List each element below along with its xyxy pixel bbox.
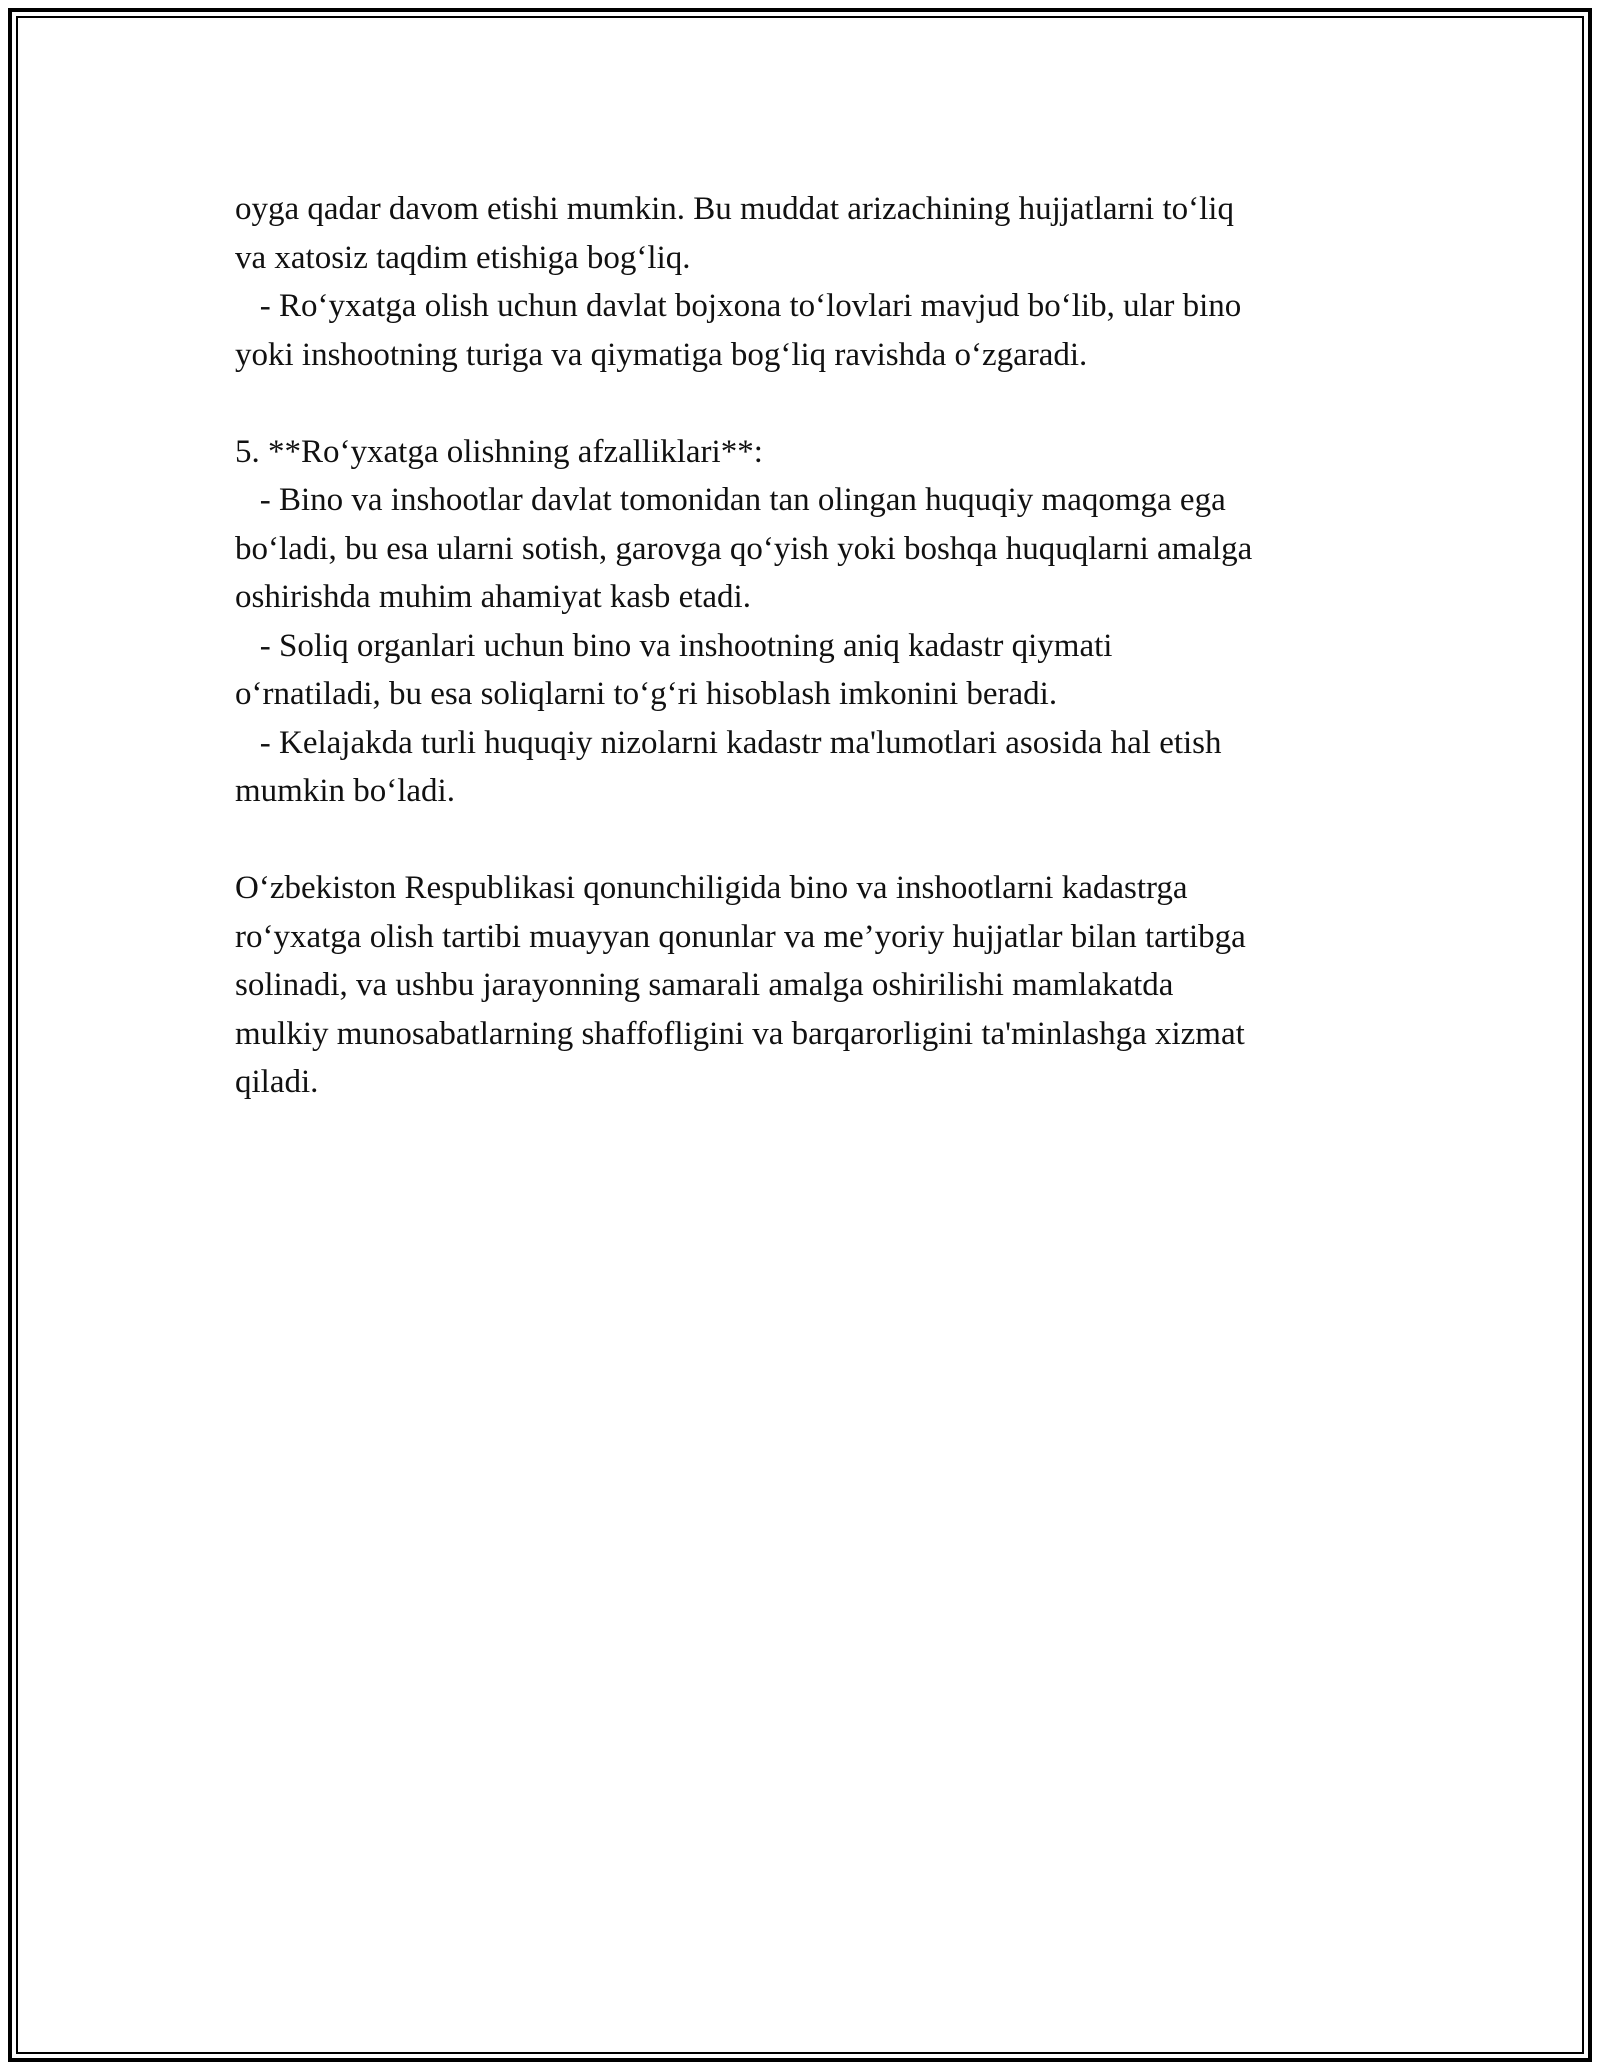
paragraph-timeframe-fees — [235, 185, 1385, 379]
text-line: yoki inshootning turiga va qiymatiga bog‘liq ravishda o‘zgaradi. — [235, 336, 1088, 373]
text-line: oshirishda muhim ahamiyat kasb etadi. — [235, 579, 751, 615]
text-line: solinadi, va ushbu jarayonning samarali amalga oshirilishi mamlakatda — [235, 967, 1174, 1003]
text-line: - Soliq organlari uchun bino va inshootning aniq kadastr qiymati — [235, 627, 1113, 664]
text-line: qiladi. — [235, 1064, 319, 1100]
text-line: mulkiy munosabatlarning shaffofligini va barqarorligini ta'minlashga xizmat — [235, 1015, 1245, 1052]
text-line: oyga qadar davom etishi mumkin. Bu muddat arizachining hujjatlarni to‘liq — [235, 191, 1234, 227]
text-line: O‘zbekiston Respublikasi qonunchiligida bino va inshootlarni kadastrga — [235, 870, 1188, 906]
text-line: - Kelajakda turli huquqiy nizolarni kadastr ma'lumotlari asosida hal etish — [235, 724, 1222, 761]
text-line: - Ro‘yxatga olish uchun davlat bojxona to‘lovlari mavjud bo‘lib, ular bino — [235, 288, 1242, 324]
paragraph-gap — [235, 379, 1385, 428]
paragraph-gap — [235, 816, 1385, 865]
section-5-advantages — [235, 428, 1385, 816]
document-body — [235, 185, 1385, 1107]
text-line: bo‘ladi, bu esa ularni sotish, garovga qo‘yish yoki boshqa huquqlarni amalga — [235, 530, 1253, 567]
text-line: o‘rnatiladi, bu esa soliqlarni to‘g‘ri hisoblash imkonini beradi. — [235, 676, 1058, 712]
paragraph-conclusion — [235, 864, 1385, 1107]
text-line: va xatosiz taqdim etishiga bog‘liq. — [235, 239, 691, 276]
text-line: ro‘yxatga olish tartibi muayyan qonunlar va me’yoriy hujjatlar bilan tartibga — [235, 918, 1246, 955]
section-heading: 5. **Ro‘yxatga olishning afzalliklari**: — [235, 433, 763, 470]
text-line: mumkin bo‘ladi. — [235, 773, 455, 809]
text-line: - Bino va inshootlar davlat tomonidan tan olingan huquqiy maqomga ega — [235, 482, 1226, 518]
